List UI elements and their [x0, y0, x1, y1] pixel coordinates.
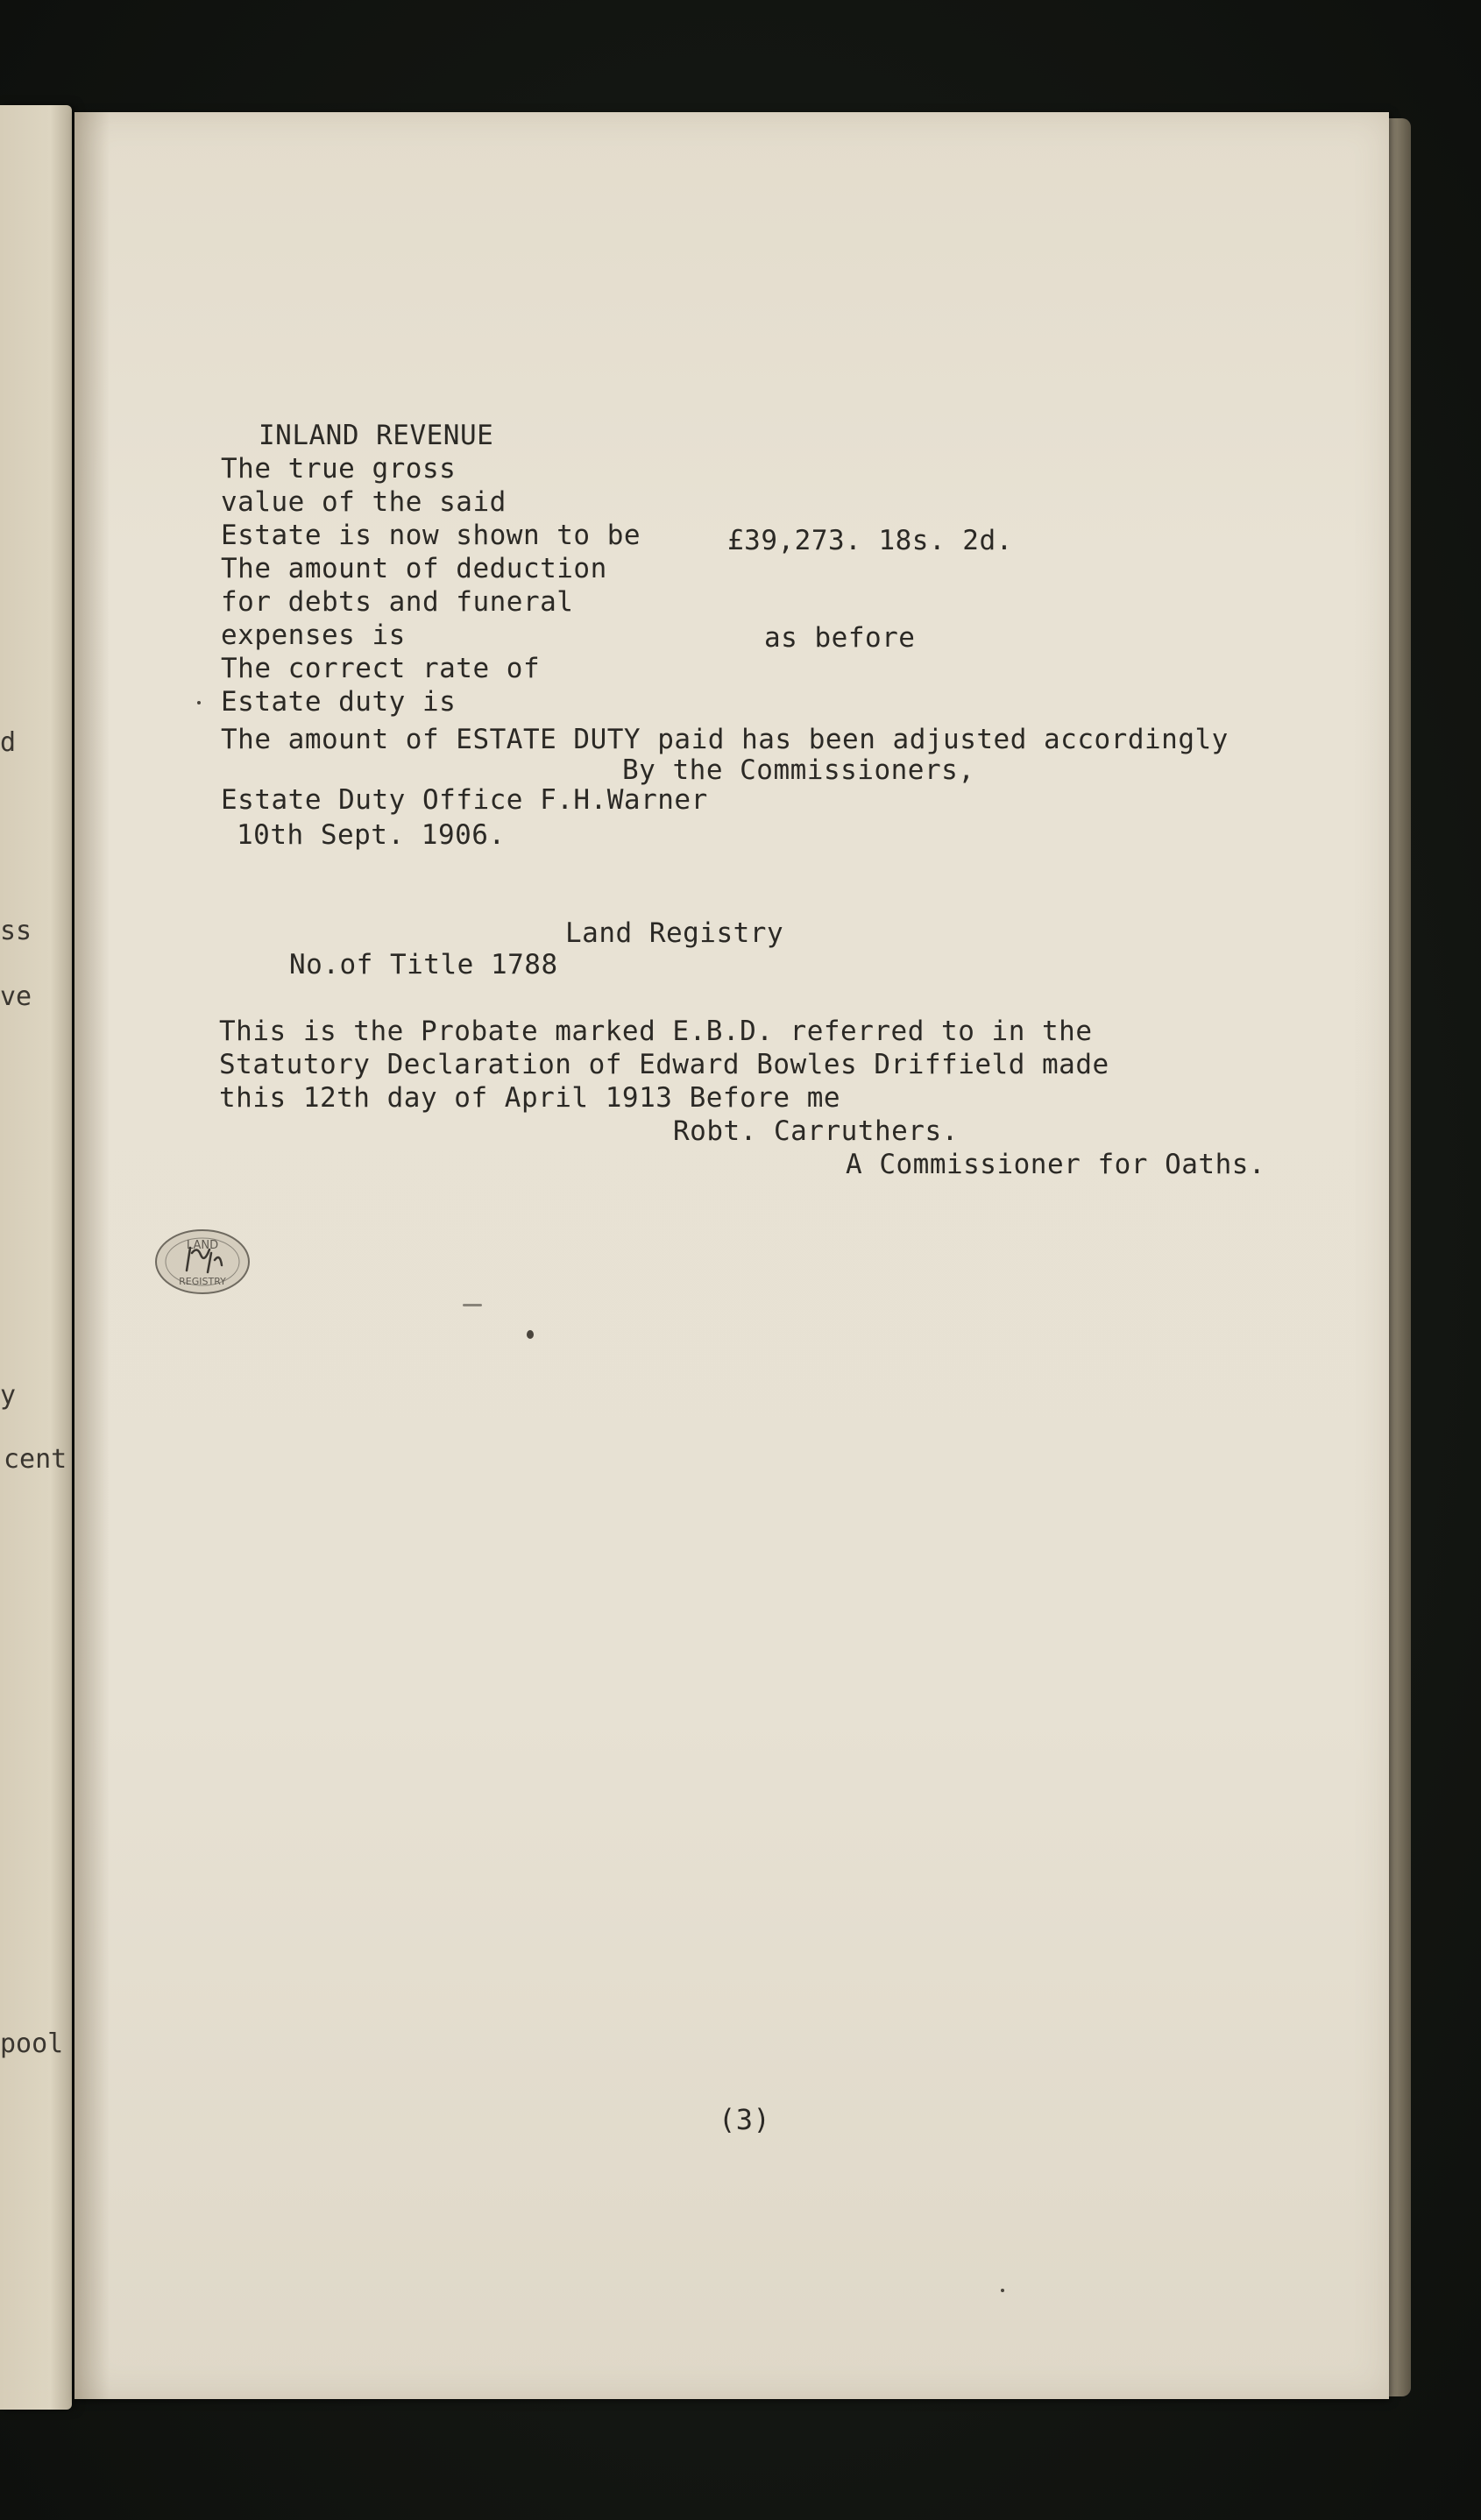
- ink-speck: [1001, 2289, 1004, 2292]
- gross-label-line-2: value of the said: [221, 486, 507, 518]
- signatory-name: Robt. Carruthers.: [673, 1115, 959, 1147]
- ink-speck: [527, 1330, 534, 1339]
- land-registry-stamp: [153, 1227, 252, 1297]
- deduction-label-line-3: expenses is: [221, 619, 406, 651]
- facing-page-fragment: ss: [0, 916, 32, 946]
- inland-revenue-heading: INLAND REVENUE: [259, 420, 494, 451]
- title-number: No.of Title 1788: [289, 949, 558, 980]
- deduction-label-line-2: for debts and funeral: [221, 586, 574, 618]
- land-registry-heading: Land Registry: [565, 917, 784, 949]
- page-number: (3): [719, 2103, 771, 2136]
- facing-page-edge: [0, 105, 72, 2410]
- date-line: 10th Sept. 1906.: [237, 819, 506, 851]
- rate-label-line-2: Estate duty is: [221, 686, 457, 718]
- by-commissioners: By the Commissioners,: [622, 754, 975, 786]
- adjusted-line: The amount of ESTATE DUTY paid has been adjusted accordingly: [221, 724, 1229, 755]
- declaration-line-3: this 12th day of April 1913 Before me: [219, 1082, 841, 1114]
- gutter-shadow: [74, 112, 110, 2399]
- stamp-text-top: LAND: [186, 1239, 219, 1252]
- declaration-line-2: Statutory Declaration of Edward Bowles Driffield made: [219, 1049, 1109, 1080]
- ink-speck: [197, 701, 201, 704]
- gross-value: £39,273. 18s. 2d.: [727, 525, 1013, 556]
- gross-label-line-3: Estate is now shown to be: [221, 520, 641, 551]
- ink-speck: [463, 1304, 482, 1306]
- office-line: Estate Duty Office F.H.Warner: [221, 784, 708, 816]
- stamp-text-bottom: REGISTRY: [179, 1276, 226, 1287]
- facing-page-fragment: cent: [4, 1444, 67, 1475]
- facing-page-fragment: ve: [0, 981, 32, 1012]
- deduction-label-line-1: The amount of deduction: [221, 553, 607, 584]
- facing-page-fragment: d: [0, 727, 17, 758]
- facing-page-fragment: pool: [0, 2028, 64, 2059]
- signatory-capacity: A Commissioner for Oaths.: [846, 1149, 1266, 1180]
- rate-label-line-1: The correct rate of: [221, 653, 541, 684]
- deduction-value: as before: [764, 622, 916, 654]
- declaration-line-1: This is the Probate marked E.B.D. referred to in the: [219, 1016, 1093, 1047]
- gross-label-line-1: The true gross: [221, 453, 457, 485]
- facing-page-fragment: y: [0, 1380, 17, 1411]
